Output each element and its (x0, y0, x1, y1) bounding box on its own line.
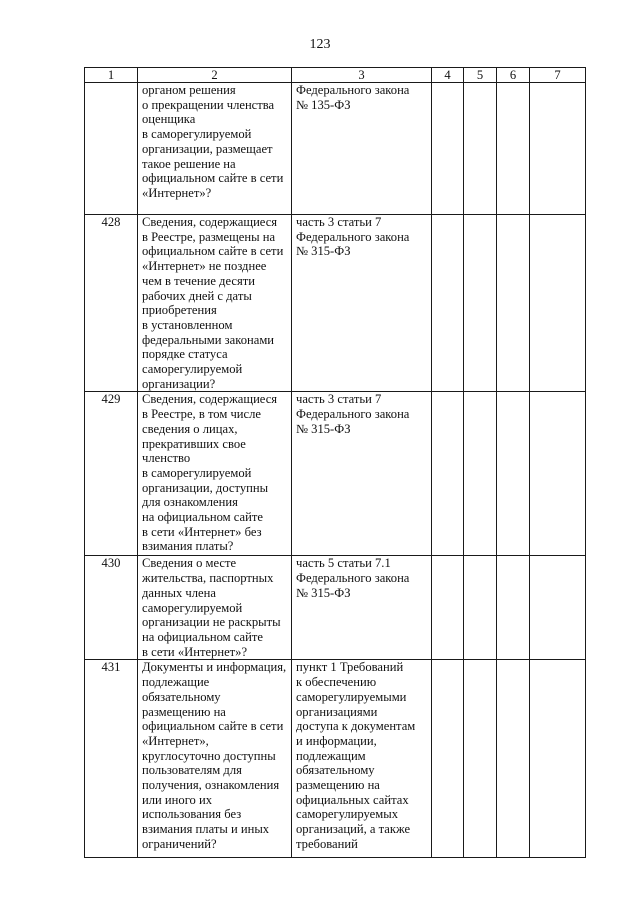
question-line: прекративших свое (142, 436, 246, 451)
question-line: Сведения о месте (142, 556, 237, 571)
column-header-2: 2 (138, 68, 292, 83)
reference-line: требований (296, 836, 358, 851)
column-header-7: 7 (530, 68, 586, 83)
question-line: официальном сайте в сети (142, 244, 284, 259)
row-number-cell: 428 (85, 215, 138, 392)
row-number-cell: 430 (85, 556, 138, 660)
question-line: получения, ознакомления (142, 778, 280, 793)
reference-line: подлежащим (296, 748, 366, 763)
question-line: в сети «Интернет»? (142, 644, 248, 659)
empty-cell-col-6 (497, 215, 530, 392)
empty-cell-col-5 (464, 556, 497, 660)
empty-cell-col-6 (497, 556, 530, 660)
question-line: Сведения, содержащиеся (142, 392, 278, 407)
row-number-cell: 429 (85, 392, 138, 556)
question-line: организации? (142, 376, 216, 391)
question-line: официальном сайте в сети (142, 719, 284, 734)
question-line: в саморегулируемой (142, 465, 252, 480)
question-line: членство (142, 451, 191, 466)
question-line: в Реестре, размещены на (142, 229, 276, 244)
question-line: или иного их (142, 792, 213, 807)
empty-cell-col-6 (497, 660, 530, 858)
reference-cell (292, 83, 432, 215)
question-line: использования без (142, 807, 242, 822)
question-line: организации, размещает (142, 141, 273, 156)
reference-line: саморегулируемыми (296, 689, 407, 704)
question-line: круглосуточно доступны (142, 748, 276, 763)
reference-line: Федерального закона (296, 229, 410, 244)
empty-cell-col-6 (497, 83, 530, 215)
empty-cell-col-5 (464, 215, 497, 392)
reference-line: № 135-ФЗ (296, 97, 351, 112)
question-line: пользователям для (142, 763, 242, 778)
reference-line: саморегулируемых (296, 807, 398, 822)
empty-cell-col-4 (432, 215, 464, 392)
question-line: такое решение на (142, 156, 236, 171)
question-cell (138, 215, 292, 392)
question-line: обязательному (142, 689, 221, 704)
table-row (85, 215, 586, 392)
question-line: организации не раскрыты (142, 615, 281, 630)
question-line: порядке статуса (142, 347, 228, 362)
question-line: организации, доступны (142, 480, 269, 495)
table-body (85, 83, 586, 858)
table-row (85, 392, 586, 556)
column-header-1: 1 (85, 68, 138, 83)
reference-cell (292, 392, 432, 556)
empty-cell-col-7 (530, 392, 586, 556)
empty-cell-col-5 (464, 660, 497, 858)
question-line: на официальном сайте (142, 629, 263, 644)
question-line: взимания платы? (142, 539, 234, 554)
reference-line: № 315-ФЗ (296, 585, 351, 600)
reference-line: пункт 1 Требований (296, 660, 404, 675)
reference-line: Федерального закона (296, 83, 410, 97)
question-line: сведения о лицах, (142, 421, 238, 436)
empty-cell-col-7 (530, 556, 586, 660)
reference-line: организаций, а также (296, 822, 411, 837)
question-cell (138, 660, 292, 858)
question-cell (138, 556, 292, 660)
header-row (85, 68, 586, 83)
column-header-6: 6 (497, 68, 530, 83)
question-cell (138, 392, 292, 556)
row-number-cell (85, 83, 138, 215)
question-line: саморегулируемой (142, 362, 243, 377)
reference-cell (292, 660, 432, 858)
reference-line: организациями (296, 704, 378, 719)
reference-line: № 315-ФЗ (296, 244, 351, 259)
question-line: жительства, паспортных (142, 571, 274, 586)
question-line: в сети «Интернет» без (142, 524, 262, 539)
question-line: приобретения (142, 303, 217, 318)
question-line: «Интернет» не позднее (142, 259, 267, 274)
column-header-3: 3 (292, 68, 432, 83)
question-line: органом решения (142, 83, 236, 97)
empty-cell-col-6 (497, 392, 530, 556)
question-line: оценщика (142, 112, 196, 127)
empty-cell-col-4 (432, 660, 464, 858)
reference-line: обязательному (296, 763, 375, 778)
question-line: в установленном (142, 317, 233, 332)
question-line: федеральными законами (142, 332, 275, 347)
reference-cell (292, 556, 432, 660)
empty-cell-col-7 (530, 660, 586, 858)
row-number-cell: 431 (85, 660, 138, 858)
reference-line: и информации, (296, 733, 377, 748)
reference-line: к обеспечению (296, 675, 377, 690)
reference-line: размещению на (296, 778, 380, 793)
reference-line: часть 5 статьи 7.1 (296, 556, 391, 571)
question-line: на официальном сайте (142, 510, 263, 525)
reference-line: часть 3 статьи 7 (296, 215, 382, 229)
empty-cell-col-5 (464, 83, 497, 215)
question-line: «Интернет»? (142, 185, 212, 200)
empty-cell-col-7 (530, 215, 586, 392)
reference-line: официальных сайтах (296, 792, 409, 807)
empty-cell-col-4 (432, 556, 464, 660)
reference-cell (292, 215, 432, 392)
question-line: чем в течение десяти (142, 273, 255, 288)
reference-line: Федерального закона (296, 407, 410, 422)
reference-line: доступа к документам (296, 719, 416, 734)
question-line: саморегулируемой (142, 600, 243, 615)
table-row (85, 83, 586, 215)
table-row (85, 660, 586, 858)
reference-line: часть 3 статьи 7 (296, 392, 382, 407)
checklist-table (84, 67, 586, 858)
question-line: Сведения, содержащиеся (142, 215, 278, 229)
question-line: в Реестре, в том числе (142, 407, 262, 422)
column-header-4: 4 (432, 68, 464, 83)
question-line: о прекращении членства (142, 97, 275, 112)
question-line: подлежащие (142, 675, 210, 690)
question-line: ограничений? (142, 836, 217, 851)
table-row (85, 556, 586, 660)
question-line: для ознакомления (142, 495, 238, 510)
empty-cell-col-7 (530, 83, 586, 215)
question-line: размещению на (142, 704, 226, 719)
question-line: рабочих дней с даты (142, 288, 252, 303)
question-cell (138, 83, 292, 215)
question-line: «Интернет», (142, 733, 209, 748)
empty-cell-col-4 (432, 83, 464, 215)
reference-line: Федерального закона (296, 571, 410, 586)
question-line: данных члена (142, 585, 216, 600)
empty-cell-col-4 (432, 392, 464, 556)
empty-cell-col-5 (464, 392, 497, 556)
question-line: официальном сайте в сети (142, 171, 284, 186)
reference-line: № 315-ФЗ (296, 421, 351, 436)
question-line: в саморегулируемой (142, 127, 252, 142)
column-header-5: 5 (464, 68, 497, 83)
page-number: 123 (309, 37, 331, 52)
question-line: взимания платы и иных (142, 822, 270, 837)
question-line: Документы и информация, (142, 660, 287, 675)
